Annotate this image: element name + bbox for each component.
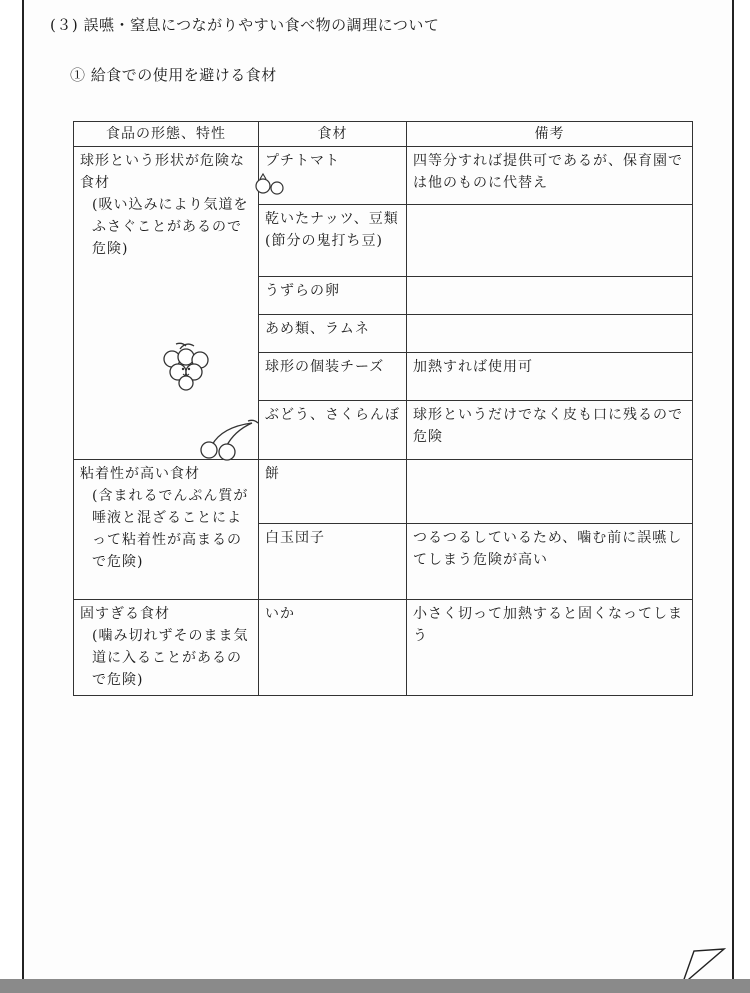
category-title: 固すぎる食材 <box>80 606 170 622</box>
ingredient-cell: うずらの卵 <box>259 277 407 315</box>
table-header-row <box>74 122 693 147</box>
remarks-cell: 小さく切って加熱すると固くなってしまう <box>407 600 693 696</box>
category-note: (含まれるでんぷん質が唾液と混ざることによって粘着性が高まるので危険) <box>92 488 249 570</box>
remarks-cell: 四等分すれば提供可であるが、保育園では他のものに代替え <box>407 147 693 205</box>
remarks-cell <box>407 315 693 353</box>
ingredient-cell: 乾いたナッツ、豆類(節分の鬼打ち豆) <box>259 205 407 277</box>
category-sticky-foods <box>74 460 259 600</box>
category-title: 球形という形状が危険な食材 <box>80 153 245 191</box>
table-row <box>74 147 693 205</box>
cherry-tomato-icon <box>253 169 287 197</box>
table-row <box>74 600 693 696</box>
section-heading: (３) 誤嚥・窒息につながりやすい食べ物の調理について <box>50 16 440 34</box>
ingredient-cell: いか <box>259 600 407 696</box>
remarks-cell <box>407 277 693 315</box>
remarks-cell: 加熱すれば使用可 <box>407 353 693 401</box>
remarks-cell <box>407 460 693 524</box>
ingredient-cell: あめ類、ラムネ <box>259 315 407 353</box>
table-row <box>74 460 693 524</box>
grapes-icon <box>156 341 214 391</box>
bottom-bar <box>0 979 750 993</box>
category-title: 粘着性が高い食材 <box>80 466 200 482</box>
ingredient-cell <box>259 147 407 205</box>
ingredient-cell: 餅 <box>259 460 407 524</box>
remarks-cell <box>407 205 693 277</box>
ingredient-name: プチトマト <box>265 153 340 169</box>
ingredient-cell: ぶどう、さくらんぼ <box>259 401 407 460</box>
category-note: (吸い込みにより気道をふさぐことがあるので危険) <box>92 197 249 257</box>
category-round-foods <box>74 147 259 460</box>
header-form-property: 食品の形態、特性 <box>74 122 259 147</box>
ingredient-cell: 白玉団子 <box>259 524 407 600</box>
category-hard-foods <box>74 600 259 696</box>
avoided-foods-table <box>73 121 693 696</box>
header-ingredient: 食材 <box>259 122 407 147</box>
header-remarks: 備考 <box>407 122 693 147</box>
remarks-cell: つるつるしているため、噛む前に誤嚥してしまう危険が高い <box>407 524 693 600</box>
subsection-heading: ① 給食での使用を避ける食材 <box>70 66 277 84</box>
cherries-icon <box>192 417 262 461</box>
remarks-cell: 球形というだけでなく皮も口に残るので危険 <box>407 401 693 460</box>
category-note: (噛み切れずそのまま気道に入ることがあるので危険) <box>92 628 249 688</box>
ingredient-cell: 球形の個装チーズ <box>259 353 407 401</box>
